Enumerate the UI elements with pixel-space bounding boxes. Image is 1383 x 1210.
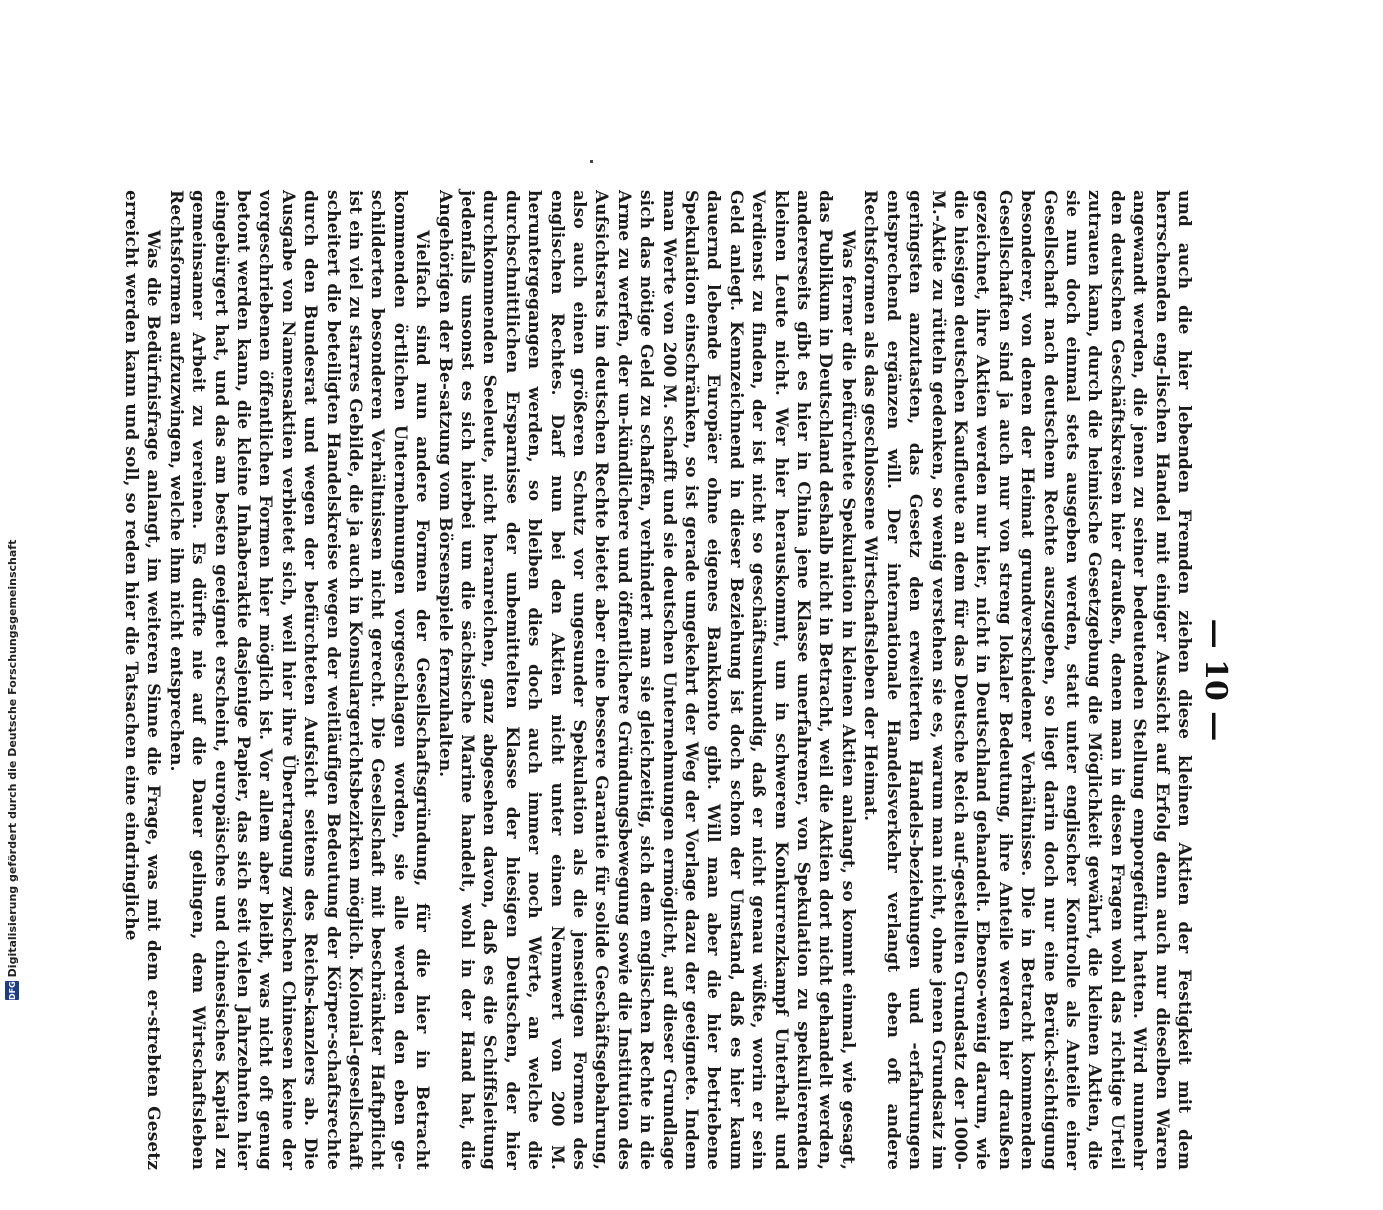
page-body bbox=[120, 150, 1235, 1210]
digitization-footer bbox=[2, 539, 22, 1000]
dfg-logo: DFG bbox=[5, 981, 19, 1000]
scan-speck bbox=[590, 160, 593, 163]
paragraph-2: Was ferner die befürchtete Spekulation in kleinen Aktien anlangt, so kommt einmal, wie gesagt, das Publikum in Deutschland deshalb nicht in Betracht, weil die Aktien dort nicht gehandelt werden, andererseits gibt es hier in China jene Klasse unerfahrener, von Spekulation zu spekulierenden kleinen Leute nicht. Wer hier herauskommt, um in schwerem Konkurrenzkampf Unterhalt und Verdienst zu finden, der ist nicht so geschäftsunkundig, daß er nicht genau wüßte, worin er sein Geld anlegt. Kennzeichnend in dieser Beziehung ist doch schon der Umstand, daß es hier kaum dauernd lebende Europäer ohne eigenes Bankkonto gibt. Will man aber die hier betriebene Spekulation einschränken, so ist gerade umgekehrt der Weg der Vorlage dazu der geeignete. Indem man Werte von 200 M. schafft und sie deutschen Unternehmungen ermöglicht, auf dieser Grundlage sich das nötige Geld zu schaffen, verhindert man sie gleichzeitig, sich dem englischen Rechte in die Arme zu werfen, der un-kündlichere und öffentlichere Gründungsbewegung sowie die Institution des Aufsichtsrats im deutschen Rechte bietet aber eine bessere Garantie für solide Geschäftsgebahrung, also auch einen größeren Schutz vor ungesunder Spekulation als die jenseitigen Formen des englischen Rechtes. Darf nun bei den Aktien nicht unter einen Nennwert von 200 M. heruntergegangen werden, so bleiben dies doch auch immer noch Werte, an welche die durchschnittlichen Ersparnisse der unbemittelten Klasse der hiesigen Deutschen, der hier durchkommenden Seeleute, nicht heranreichen, ganz abgesehen davon, daß es die Schiffsleitung jedenfalls unsonst es sich hierbei um die sächsische Marine handelt, wohl in der Hand hat, die Angehörigen der Be-satzung vom Börsenspiele fernzuhalten. bbox=[434, 190, 858, 1170]
paragraph-1: und auch die hier lebenden Fremden ziehen diese kleinen Aktien der Festigkeit mit dem herrschenden eng-lischen Handel mit einiger Aussicht auf Erfolg denn auch nur dieselben Waren angewandt werden, die jenen zu seiner bedeutenden Stellung emporgeführt hatten. Wird nunmehr den deutschen Geschäftskreisen hier draußen, denen man in diesen Fragen wohl das richtige Urteil zutrauen kann, durch die heimische Gesetzgebung die Möglichkeit gewährt, die kleinen Aktien, die sie nun doch einmal stets ausgeben werden, statt unter englischer Kontrolle als Anteile einer Gesellschaft nach deutschem Rechte auszugeben, so liegt darin doch nur eine Berück-sichtigung besonderer, von denen der Heimat grundverschiedener Verhältnisse. Die in Betracht kommenden Gesellschaften sind ja auch nur von streng lokaler Bedeutung, ihre Anteile werden hier draußen gezeichnet, ihre Aktien werden nur hier, nicht in Deutschland gehandelt. Ebenso-wenig darum, wie die hiesigen deutschen Kaufleute an dem für das Deutsche Reich auf-gestellten Grundsatz der 1000-M.-Aktie zu rütteln gedenken, so wenig verstehen sie es, warum man nicht, ohne jenen Grundsatz im geringsten anzutasten, das Gesetz den erweiterten Handels-beziehungen und -erfahrungen entsprechend ergänzen will. Der internationale Handelsverkehr verlangt eben oft andere Rechtsformen als das geschlossene Wirtschaftsleben der Heimat. bbox=[860, 190, 1194, 1170]
paragraph-3: Vielfach sind nun andere Formen der Gesellschaftsgründung, für die hier in Betracht kommenden örtlichen Unternehmungen vorgeschlagen worden, sie alle werden den eben ge-schilderten besonderen Verhältnissen nicht gerecht. Die Gesellschaft mit beschränkter Haftpflicht ist ein viel zu starres Gebilde, die ja auch in Konsulargerichtsbezirken möglich. Kolonial-gesellschaft scheitert die beteiligten Handelskreise wegen der weitläufigen Bedeutung der Körper-schaftsrechte durch den Bundesrat und wegen der befürchteten Aufsicht seitens des Reichs-kanzlers ab. Die Ausgabe von Namensaktien verbietet sich, weil hier ihre Übertragung zwischen Chinesen keine der vorgeschriebenen öffentlichen Formen hier möglich ist. Vor allem aber bleibt, was nicht oft genug betont werden kann, die kleine Inhaberaktie dasjenige Papier, das sich seit vielen Jahrzehnten hier eingebürgert hat, und das am besten geeignet erscheint, europäisches und chinesisches Kapital zu gemeinsamer Arbeit zu vereinen. Es dürfte nie auf die Dauer gelingen, dem Wirtschaftsleben Rechtsformen aufzuzwingen, welche ihm nicht entsprechen. bbox=[165, 190, 433, 1170]
page-number-header: — 10 — bbox=[1198, 618, 1233, 742]
body-text bbox=[120, 190, 1196, 1170]
paragraph-4: Was die Bedürfnisfrage anlangt, im weiteren Sinne die Frage, was mit dem er-strebten Gesetz erreicht werden kann und soll, so reden hier die Tatsachen eine eindringliche bbox=[120, 190, 164, 1170]
digitization-note: Digitalisierung gefördert durch die Deutsche Forschungsgemeinschaft bbox=[5, 539, 19, 978]
